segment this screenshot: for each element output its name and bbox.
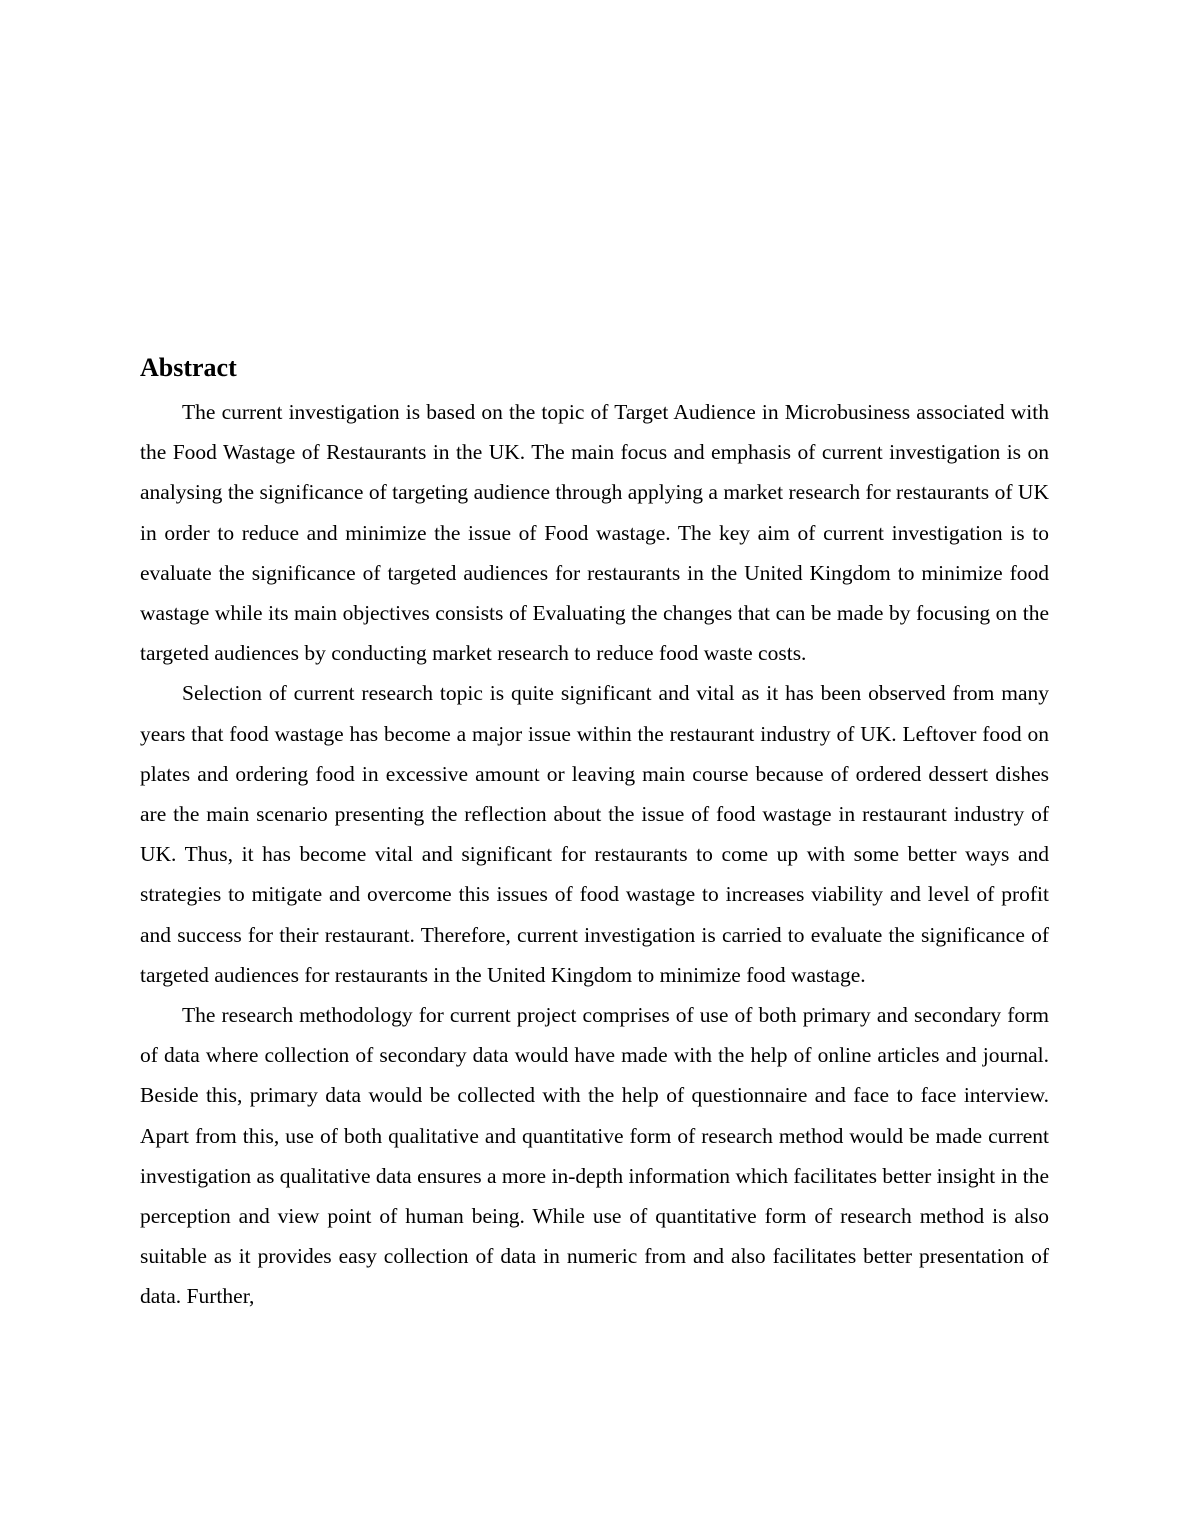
paragraph-3: The research methodology for current project comprises of use of both primary and secondary form of data where collection of secondary data would have made with the help of online articles and journal. Beside this, primary data would be collected with the help of questionnaire and face to face interview. Apart from this, use of both qualitative and quantitative form of research method would be made current investigation as qualitative data ensures a more in-depth information which facilitates better insight in the perception and view point of human being. While use of quantitative form of research method is also suitable as it provides easy collection of data in numeric from and also facilitates better presentation of data. Further, bbox=[140, 1003, 1049, 1309]
paragraph-2: Selection of current research topic is quite significant and vital as it has been observed from many years that food wastage has become a major issue within the restaurant industry of UK. Leftover food on plates and ordering food in excessive amount or leaving main course because of ordered dessert dishes are the main scenario presenting the reflection about the issue of food wastage in restaurant industry of UK. Thus, it has become vital and significant for restaurants to come up with some better ways and strategies to mitigate and overcome this issues of food wastage to increases viability and level of profit and success for their restaurant. Therefore, current investigation is carried to evaluate the significance of targeted audiences for restaurants in the United Kingdom to minimize food wastage. bbox=[140, 681, 1049, 987]
paragraph-1: The current investigation is based on the topic of Target Audience in Microbusiness associated with the Food Wastage of Restaurants in the UK. The main focus and emphasis of current investigation is on analysing the significance of targeting audience through applying a market research for restaurants of UK in order to reduce and minimize the issue of Food wastage. The key aim of current investigation is to evaluate the significance of targeted audiences for restaurants in the United Kingdom to minimize food wastage while its main objectives consists of Evaluating the changes that can be made by focusing on the targeted audiences by conducting market research to reduce food waste costs. bbox=[140, 400, 1049, 666]
document-body bbox=[140, 350, 1049, 1317]
section-heading: Abstract bbox=[140, 353, 237, 382]
